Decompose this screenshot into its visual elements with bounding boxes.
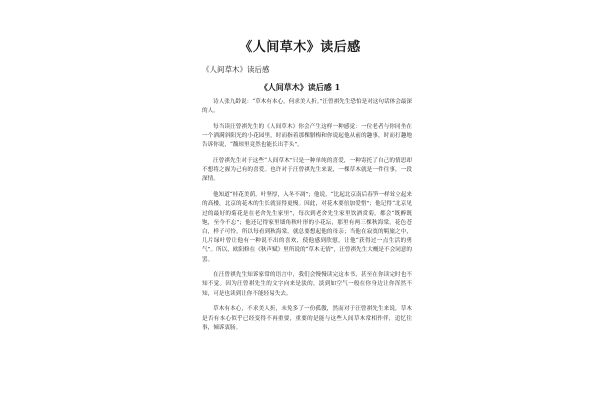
paragraph-1: 诗人张九龄说：“草木有本心，何求美人折。”汪曾祺先生恐怕是对这句话体会最深的人。	[202, 99, 412, 115]
page-title: 《人间草木》读后感	[239, 40, 361, 55]
paragraph-2: 每当读汪曾祺先生的《人间草木》你会产生这样一种感觉：一位老者与你同坐在一个洒满斜阳光的小花园里，时而指着那棵腊梅和你说起他从前的趣事，时而打趣地告诉你说，“馥琼里竟然也能长出芋头”。	[202, 123, 412, 149]
paragraph-4: 他知道“桂花美荫，叶坚厚，入冬不凋”；他说，“比起北京南后春笋一样耸立起来的高楼，北京的花木的生长就显得更慢。因此，对花木要倍加爱惜”；他记得“北京见过的最好的菊花是在老舍先生家里”，每次到老舍先生家里饮酒赏菊，都会“既醉既饱，至今不忘”；他还记得家里墙角秋叶形的小花坛，那里有两三棵秋海棠，花色苍白，样子可怜，所以每看到秋海棠，就总要想起他的母亲；当他在寂寞的羁旅之中，几片绿叶曾让他有一种说不出的喜欢，使他感到欣慰，让他“获得过一点生活的勇气”。所以，欧阳修在《秋声赋》里所说的“草木无情”，汪曾祺先生大概是不会同意的罢。	[202, 192, 412, 263]
paragraph-6: 草木有本心，不求美人折，未免多了一份孤傲，然而对于汪曾祺先生来说，草木是否有本心似乎已经变得不再重要，重要的是能与这些人间草木常相作伴，追忆往事，倾诉衷肠。	[202, 306, 412, 331]
paragraph-5: 在汪曾祺先生知诉家常的语言中，我们会慢慢读完这本书，甚至在你读完时也不知不觉。因为汪曾祺先生的文字向来是淡的，淡到如空气一般在你身边让你浑然不知，可是也读到让你不能轻易失去。	[202, 272, 412, 297]
section-heading: 《人间草木》读后感 1	[259, 82, 341, 92]
essay-body	[202, 98, 412, 339]
paragraph-3: 汪曾祺先生对于这些“人间草木”只是一种单纯的喜爱，一种寄托了自己的情思却不想将之握为己有的喜爱。也许对于汪曾祺先生来说，一棵草木就是一件往事，一段深情。	[202, 158, 412, 183]
document-subtitle: 《人间草木》读后感	[202, 65, 270, 74]
